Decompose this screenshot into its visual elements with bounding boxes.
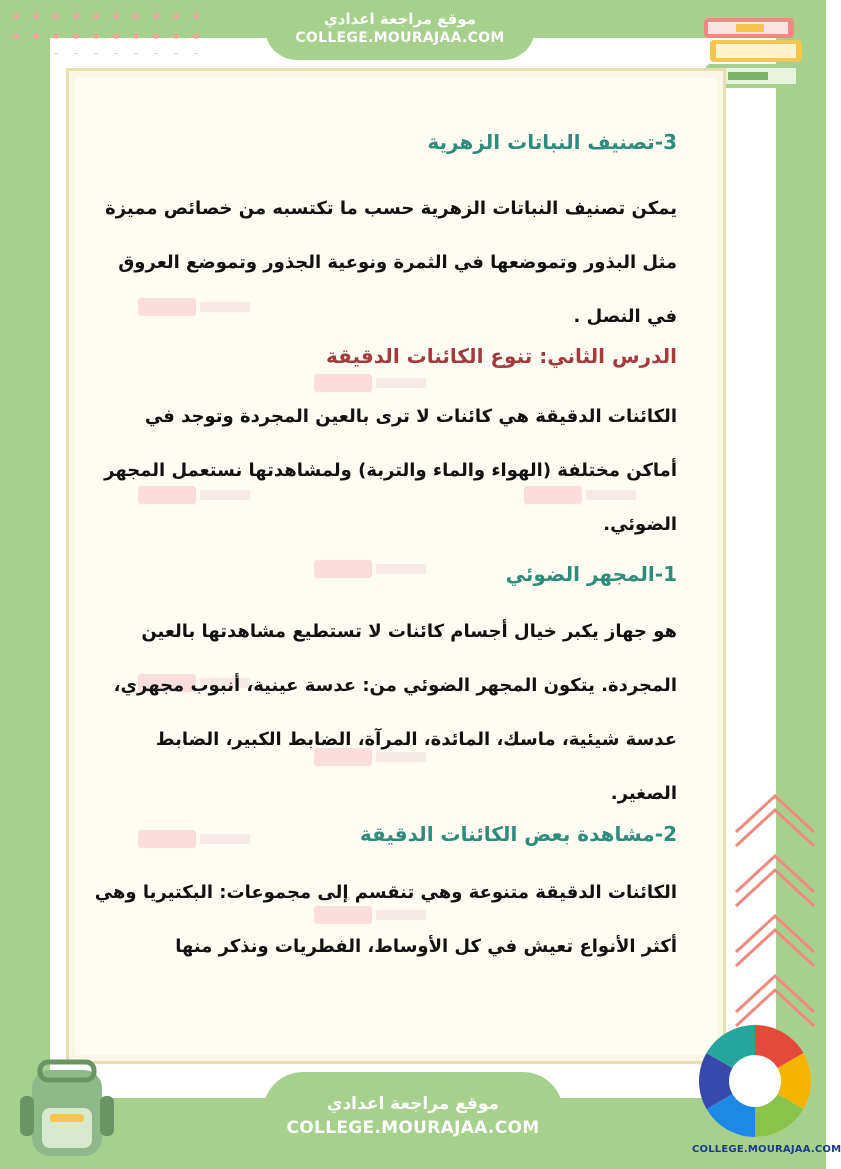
- watermark: [314, 558, 434, 580]
- section-paragraph: يمكن تصنيف النباتات الزهرية حسب ما تكتسبه من خصائص مميزة مثل البذور وتموضعها في الثمرة ونوعية الجذور وتموضع العروق في النصل .: [105, 198, 677, 327]
- lesson-title: الدرس الثاني: تنوع الكائنات الدقيقة: [325, 344, 677, 368]
- site-logo[interactable]: [692, 1022, 841, 1162]
- chevron-up-icon: [730, 790, 820, 1030]
- lesson-paragraph: الكائنات الدقيقة هي كائنات لا ترى بالعين المجردة وتوجد في أماكن مختلفة (الهواء والماء والتربة) ولمشاهدتها نستعمل المجهر الضوئي.: [104, 406, 677, 535]
- backpack-icon: [12, 1050, 122, 1160]
- decorative-dots: [6, 6, 202, 54]
- watermark: [138, 828, 258, 850]
- footer-site-url[interactable]: COLLEGE.MOURAJAA.COM: [286, 1118, 540, 1138]
- subsection-title: 1-المجهر الضوئي: [505, 562, 677, 586]
- header-site-url[interactable]: COLLEGE.MOURAJAA.COM: [295, 30, 505, 46]
- footer-site-name: موقع مراجعة اعدادي: [326, 1094, 500, 1114]
- subsection-paragraph: الكائنات الدقيقة متنوعة وهي تنقسم إلى مجموعات: البكتيريا وهي أكثر الأنواع تعيش في كل الأوساط، الفطريات ونذكر منها: [94, 882, 677, 957]
- header-badge: [265, 0, 535, 60]
- education-wheel-icon: [696, 1022, 814, 1140]
- header-site-name: موقع مراجعة اعدادي: [324, 10, 476, 28]
- subsection-title: 2-مشاهدة بعض الكائنات الدقيقة: [359, 822, 677, 846]
- footer-badge: [263, 1072, 563, 1169]
- subsection-paragraph: هو جهاز يكبر خيال أجسام كائنات لا تستطيع مشاهدتها بالعين المجردة. يتكون المجهر الضوئي من: عدسة عينية، أنبوب مجهري، عدسة شيئية، ماسك، المائدة، المرآة، الضابط الكبير، الضابط الصغير.: [113, 621, 677, 804]
- section-title: 3-تصنيف النباتات الزهرية: [427, 130, 677, 154]
- logo-url: COLLEGE.MOURAJAA.COM: [692, 1144, 841, 1155]
